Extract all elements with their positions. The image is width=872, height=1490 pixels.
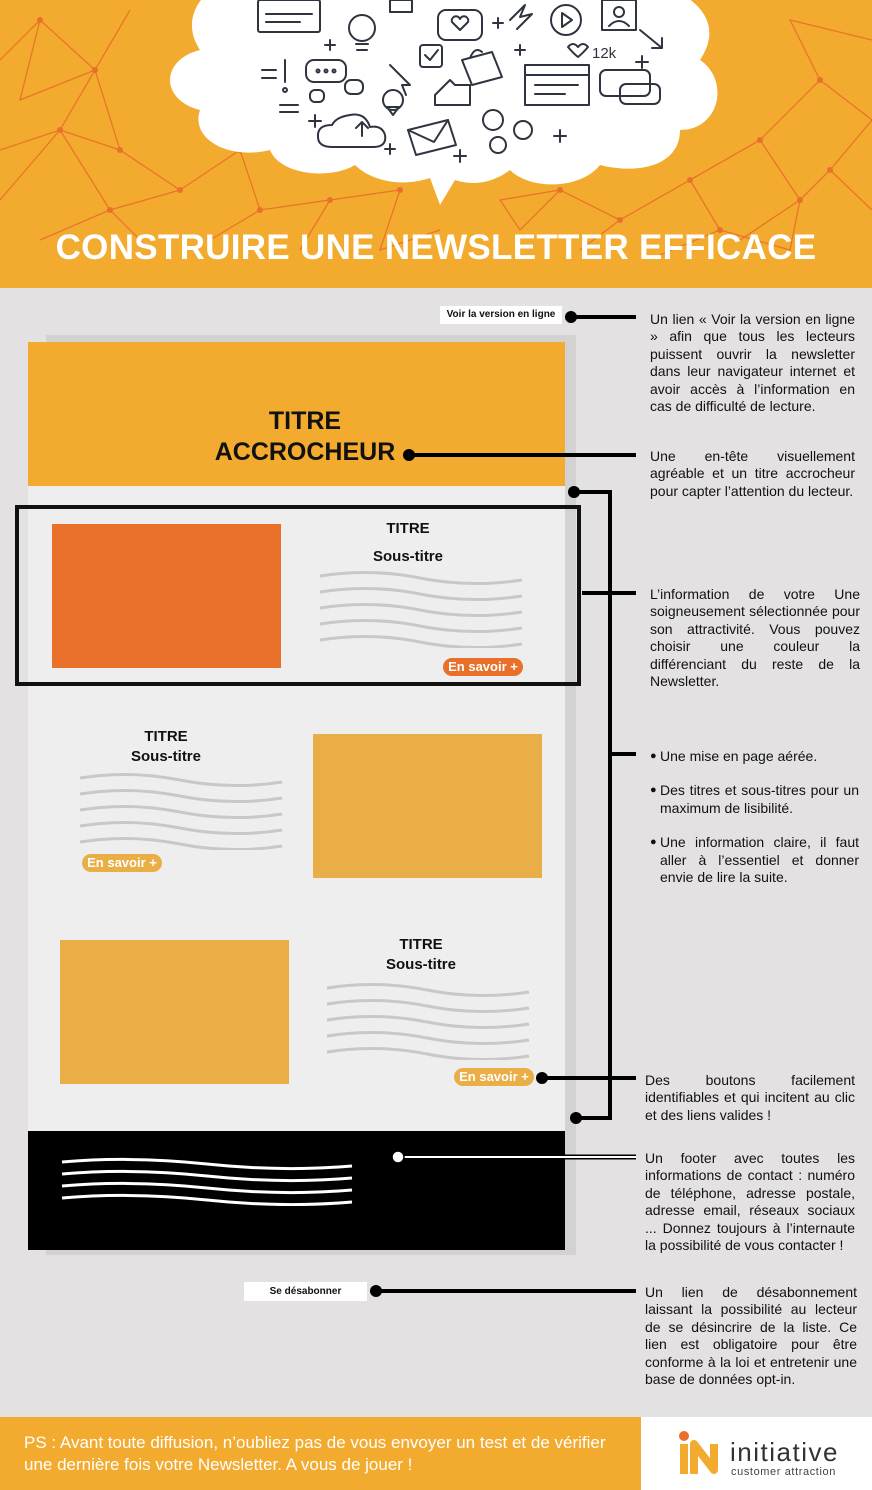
logo-name: initiative bbox=[730, 1437, 839, 1467]
logo-tagline: customer attraction bbox=[731, 1466, 836, 1478]
block-3-title: TITRE bbox=[399, 936, 443, 953]
block-3-read-more-button[interactable]: En savoir + bbox=[454, 1068, 534, 1086]
followers-badge-text: 12k bbox=[592, 45, 617, 62]
note-unsubscribe: Un lien de désabonnement laissant la possibilité au lecteur de se désincrire de la liste. Ce lien est obligatoire pour être conforme à la loi et entretenir une base de données opt-in. bbox=[645, 1284, 857, 1388]
note-buttons: Des boutons facilement identifiables et qui incitent au clic et des liens valides ! bbox=[645, 1072, 855, 1123]
block-1-subtitle: Sous-titre bbox=[372, 548, 443, 565]
note-header: Une en-tête visuellement agréable et un titre accrocheur pour capter l’attention du lecteur. bbox=[650, 448, 855, 499]
block-1-read-more-button[interactable]: En savoir + bbox=[443, 658, 523, 676]
page-title: CONSTRUIRE UNE NEWSLETTER EFFICACE bbox=[55, 228, 817, 267]
note-featured: L’information de votre Une soigneusement sélectionnée pour son attractivité. Vous pouvez choisir une couleur la différenciant du reste de la Newsletter. bbox=[650, 586, 860, 690]
note-footer: Un footer avec toutes les informations de contact : numéro de téléphone, adresse postale, adresse email, réseaux sociaux ... Donnez toujours à l’internaute la possibilité de vous contacter ! bbox=[645, 1150, 855, 1254]
bullet-item: ● Des titres et sous-titres pour un maximum de lisibilité. bbox=[650, 782, 859, 817]
block-2-read-more-button[interactable]: En savoir + bbox=[82, 854, 162, 872]
headline-line-2: ACCROCHEUR bbox=[214, 438, 396, 466]
ps-text: PS : Avant toute diffusion, n’oubliez pas de vous envoyer un test et de vérifier une dernière fois votre Newsletter. A vous de jouer ! bbox=[24, 1433, 606, 1474]
note-layout-tips bbox=[650, 748, 859, 903]
note-web-link: Un lien « Voir la version en ligne » afin que tous les lecteurs puissent ouvrir la newsletter dans leur navigateur internet et avoir accès à l’information en cas de difficulté de lecture. bbox=[650, 311, 855, 415]
initiative-logo-icon bbox=[676, 1430, 728, 1478]
unsubscribe-link[interactable]: Se désabonner bbox=[244, 1282, 367, 1301]
block-2-subtitle: Sous-titre bbox=[130, 748, 201, 765]
bullet-item: ● Une information claire, il faut aller à l’essentiel et donner envie de lire la suite. bbox=[650, 834, 859, 886]
web-version-link[interactable]: Voir la version en ligne bbox=[440, 306, 562, 324]
bullet-item: ● Une mise en page aérée. bbox=[650, 748, 859, 765]
block-1-title: TITRE bbox=[386, 520, 430, 537]
block-2-title: TITRE bbox=[144, 728, 188, 745]
headline-line-1: TITRE bbox=[268, 407, 342, 435]
block-3-subtitle: Sous-titre bbox=[385, 956, 456, 973]
